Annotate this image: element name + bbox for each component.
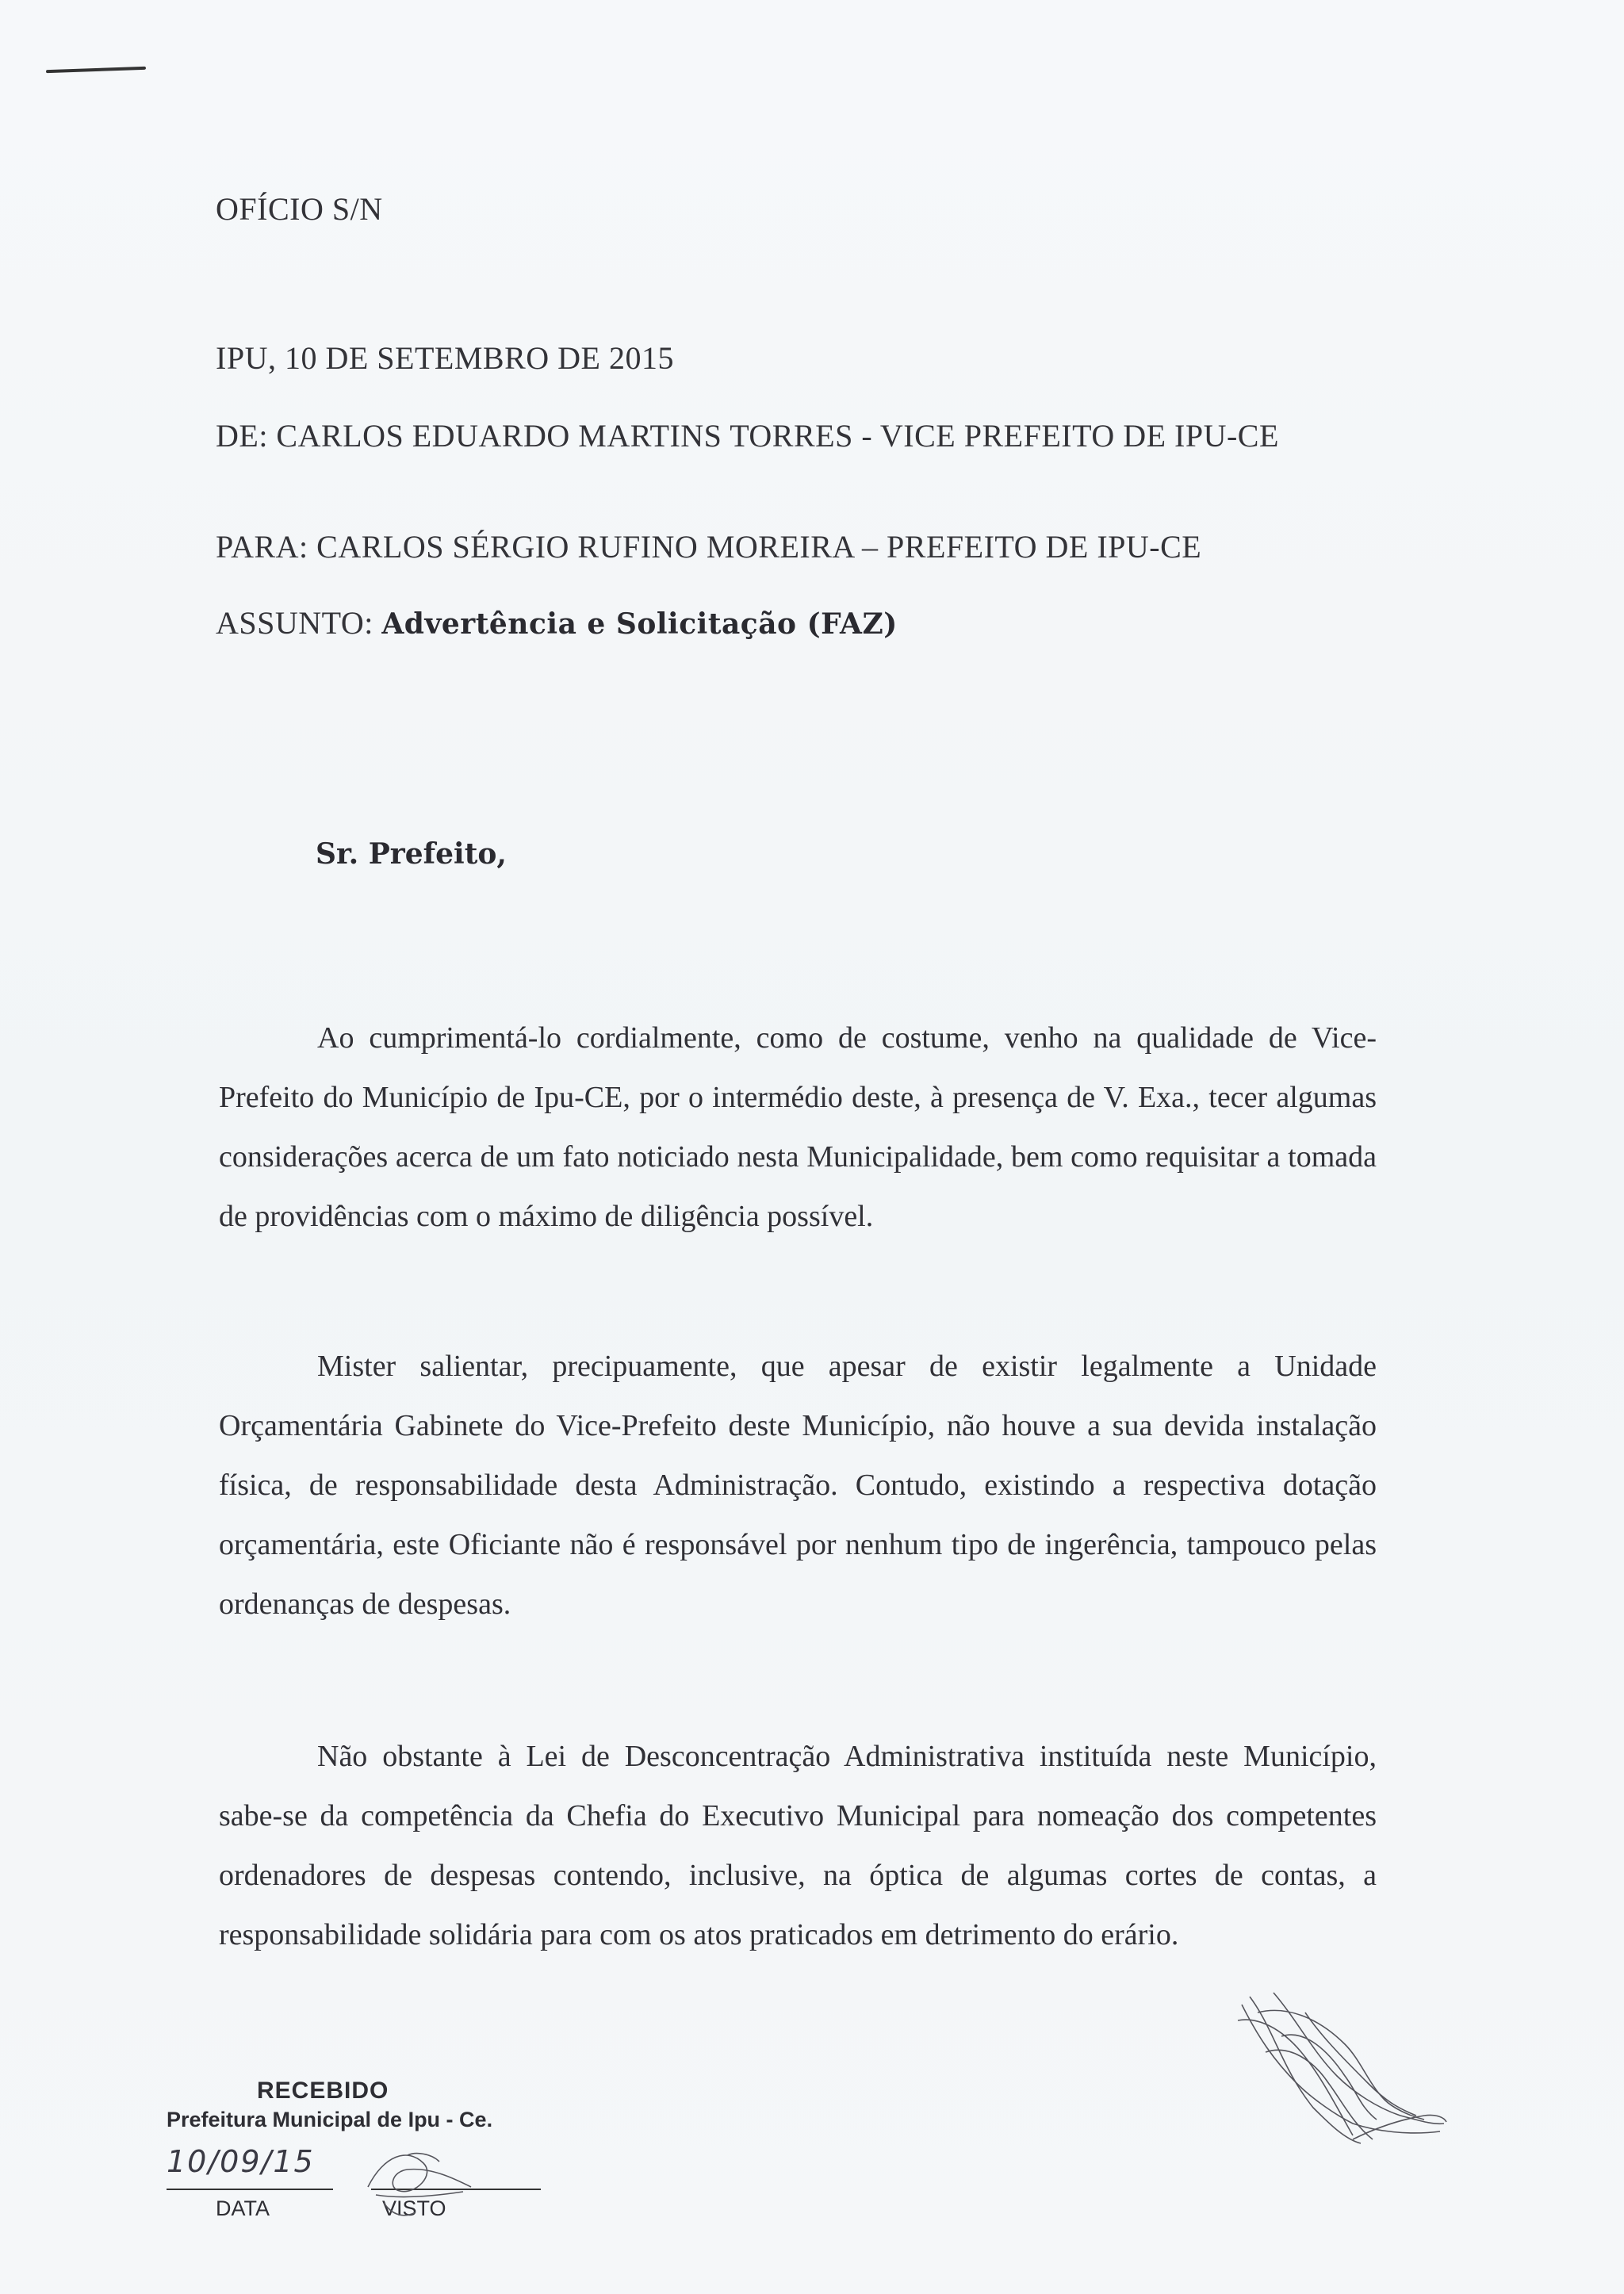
document-date: IPU, 10 DE SETEMBRO DE 2015 xyxy=(216,340,674,376)
date-underline xyxy=(167,2189,333,2190)
visto-rubric xyxy=(360,2139,479,2227)
subject-line xyxy=(216,604,898,641)
stamp-date-label: DATA xyxy=(216,2196,270,2220)
stamp-date-value: 10/09/15 xyxy=(167,2144,315,2179)
body-paragraph-2: Mister salientar, precipuamente, que apesar de existir legalmente a Unidade Orçamentária Gabinete do Vice-Prefeito deste Município, não houve a sua devida instalação física, de responsabilidade desta Administração. Contudo, existindo a respectiva dotação orçamentária, este Oficiante não é responsável por nenhum tipo de ingerência, tampouco pelas ordenanças de despesas. xyxy=(219,1350,1377,1621)
subject-value: Advertência e Solicitação (FAZ) xyxy=(381,607,898,641)
body-paragraph-1: Ao cumprimentá-lo cordialmente, como de costume, venho na qualidade de Vice-Prefeito do Município de Ipu-CE, por o intermédio deste, à presença de V. Exa., tecer algumas considerações acerca de um fato noticiado nesta Municipalidade, bem como requisitar a tomada de providências com o máximo de diligência possível. xyxy=(219,1021,1377,1233)
recipient-line: PARA: CARLOS SÉRGIO RUFINO MOREIRA – PREFEITO DE IPU-CE xyxy=(216,529,1202,565)
salutation: Sr. Prefeito, xyxy=(316,837,507,871)
stamp-title: RECEBIDO xyxy=(257,2078,389,2104)
body-paragraph-3: Não obstante à Lei de Desconcentração Administrativa instituída neste Município, sabe-se da competência da Chefia do Executivo Municipal para nomeação dos competentes ordenadores de despesas contendo, inclusive, na óptica de algumas cortes de contas, a responsabilidade solidária para com os atos praticados em detrimento do erário. xyxy=(219,1740,1377,1951)
handwritten-signature xyxy=(1226,1989,1448,2155)
subject-label: ASSUNTO: xyxy=(216,605,382,641)
received-stamp xyxy=(167,2078,547,2236)
stamp-visto-label: VISTO xyxy=(382,2196,446,2220)
sender-line: DE: CARLOS EDUARDO MARTINS TORRES - VICE PREFEITO DE IPU-CE xyxy=(216,418,1279,454)
stamp-organization: Prefeitura Municipal de Ipu - Ce. xyxy=(167,2108,493,2131)
scan-mark xyxy=(46,67,146,73)
document-title: OFÍCIO S/N xyxy=(216,191,383,227)
